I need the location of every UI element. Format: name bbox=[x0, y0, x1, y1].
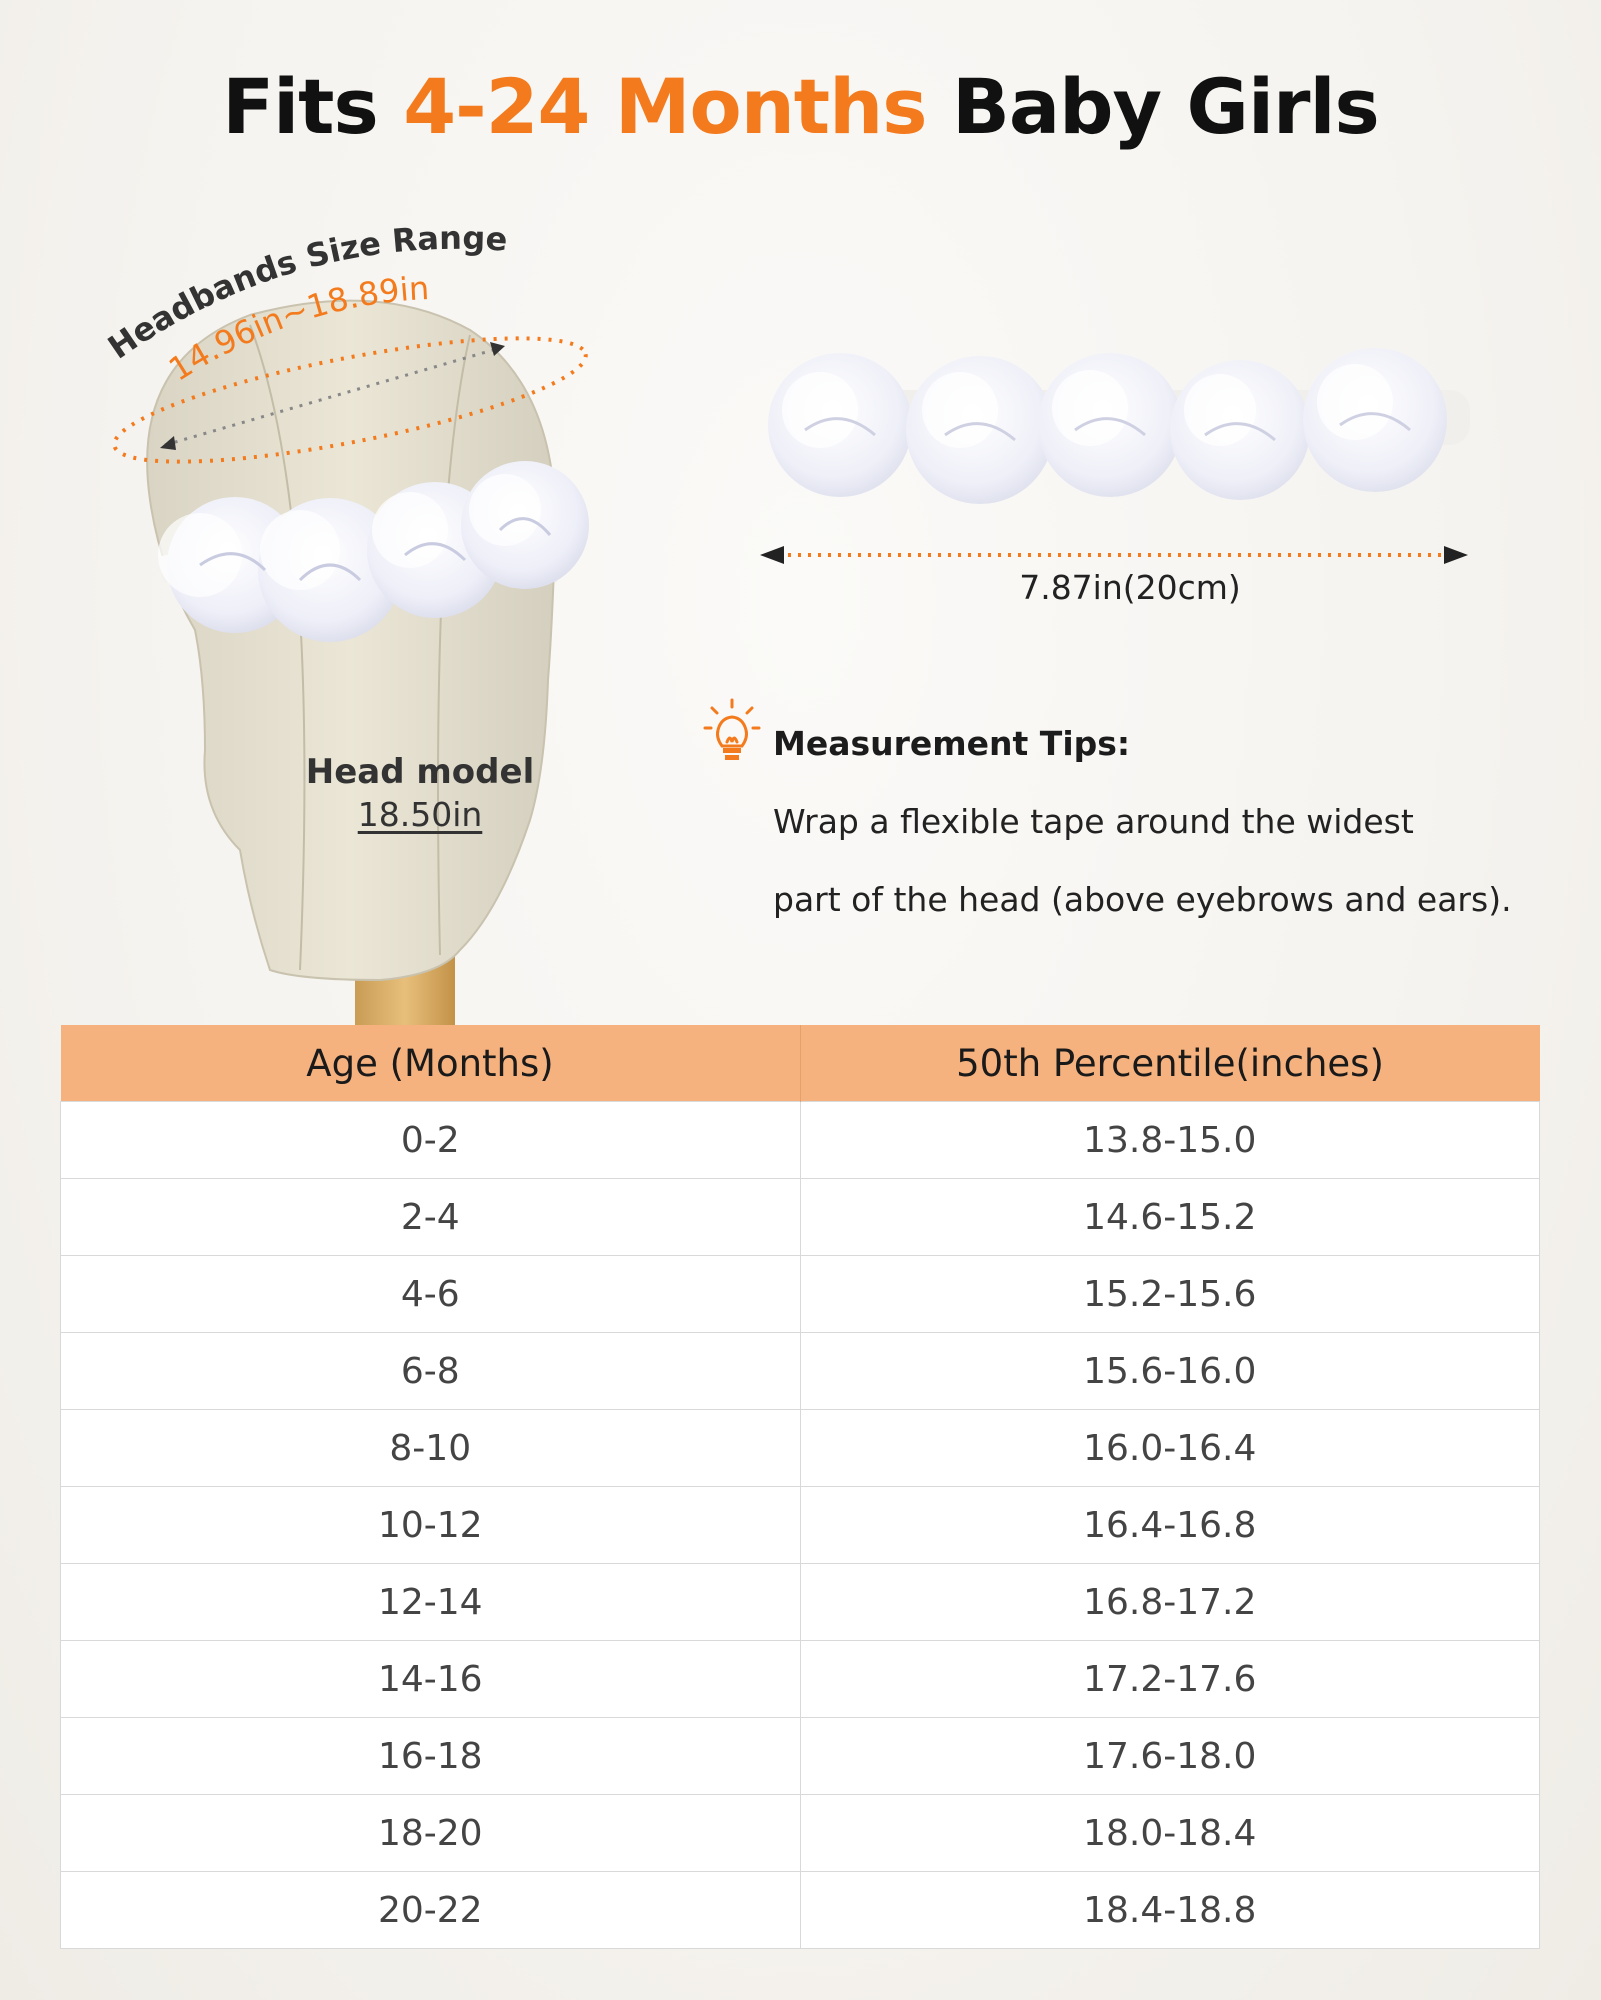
headband-length-label: 7.87in(20cm) bbox=[1019, 568, 1241, 607]
table-row bbox=[61, 1564, 1540, 1641]
table-row bbox=[61, 1641, 1540, 1718]
age-cell: 0-2 bbox=[61, 1102, 801, 1179]
age-cell: 8-10 bbox=[61, 1410, 801, 1487]
age-cell: 14-16 bbox=[61, 1641, 801, 1718]
flat-headband-flowers bbox=[768, 348, 1447, 504]
age-cell: 16-18 bbox=[61, 1718, 801, 1795]
tips-text-line-2: part of the head (above eyebrows and ears). bbox=[773, 880, 1512, 919]
table-header-row bbox=[61, 1025, 1540, 1102]
title-suffix: Baby Girls bbox=[926, 62, 1379, 151]
table-row bbox=[61, 1487, 1540, 1564]
percentile-cell: 15.6-16.0 bbox=[800, 1333, 1540, 1410]
head-shape bbox=[147, 301, 555, 980]
percentile-cell: 16.8-17.2 bbox=[800, 1564, 1540, 1641]
percentile-cell: 16.0-16.4 bbox=[800, 1410, 1540, 1487]
size-range-label: Headbands Size Range bbox=[101, 218, 509, 367]
age-cell: 12-14 bbox=[61, 1564, 801, 1641]
table-row bbox=[61, 1102, 1540, 1179]
head-model-value: 18.50in bbox=[357, 795, 483, 834]
percentile-cell: 17.2-17.6 bbox=[800, 1641, 1540, 1718]
percentile-cell: 13.8-15.0 bbox=[800, 1102, 1540, 1179]
lightbulb-icon bbox=[702, 698, 762, 768]
size-chart-table bbox=[60, 1025, 1540, 1949]
tips-title: Measurement Tips: bbox=[773, 724, 1131, 763]
title-prefix: Fits bbox=[222, 62, 404, 151]
age-cell: 10-12 bbox=[61, 1487, 801, 1564]
percentile-cell: 18.4-18.8 bbox=[800, 1872, 1540, 1949]
title-highlight: 4-24 Months bbox=[403, 62, 927, 151]
table-row bbox=[61, 1718, 1540, 1795]
column-header-percentile: 50th Percentile(inches) bbox=[800, 1025, 1540, 1102]
age-cell: 4-6 bbox=[61, 1256, 801, 1333]
table-row bbox=[61, 1410, 1540, 1487]
percentile-cell: 18.0-18.4 bbox=[800, 1795, 1540, 1872]
headband-illustration bbox=[750, 330, 1490, 590]
table-row bbox=[61, 1256, 1540, 1333]
percentile-cell: 16.4-16.8 bbox=[800, 1487, 1540, 1564]
table-row bbox=[61, 1179, 1540, 1256]
size-range-value: 14.96in~18.89in bbox=[162, 269, 431, 389]
percentile-cell: 17.6-18.0 bbox=[800, 1718, 1540, 1795]
age-cell: 20-22 bbox=[61, 1872, 801, 1949]
table-row bbox=[61, 1333, 1540, 1410]
table-row bbox=[61, 1795, 1540, 1872]
column-header-age: Age (Months) bbox=[61, 1025, 801, 1102]
tips-text-line-1: Wrap a flexible tape around the widest bbox=[773, 802, 1414, 841]
table-row bbox=[61, 1872, 1540, 1949]
age-cell: 2-4 bbox=[61, 1179, 801, 1256]
percentile-cell: 15.2-15.6 bbox=[800, 1256, 1540, 1333]
age-cell: 18-20 bbox=[61, 1795, 801, 1872]
head-model-label: Head model bbox=[305, 752, 535, 792]
age-cell: 6-8 bbox=[61, 1333, 801, 1410]
page-title bbox=[0, 62, 1601, 151]
percentile-cell: 14.6-15.2 bbox=[800, 1179, 1540, 1256]
head-model-illustration bbox=[0, 210, 760, 1030]
